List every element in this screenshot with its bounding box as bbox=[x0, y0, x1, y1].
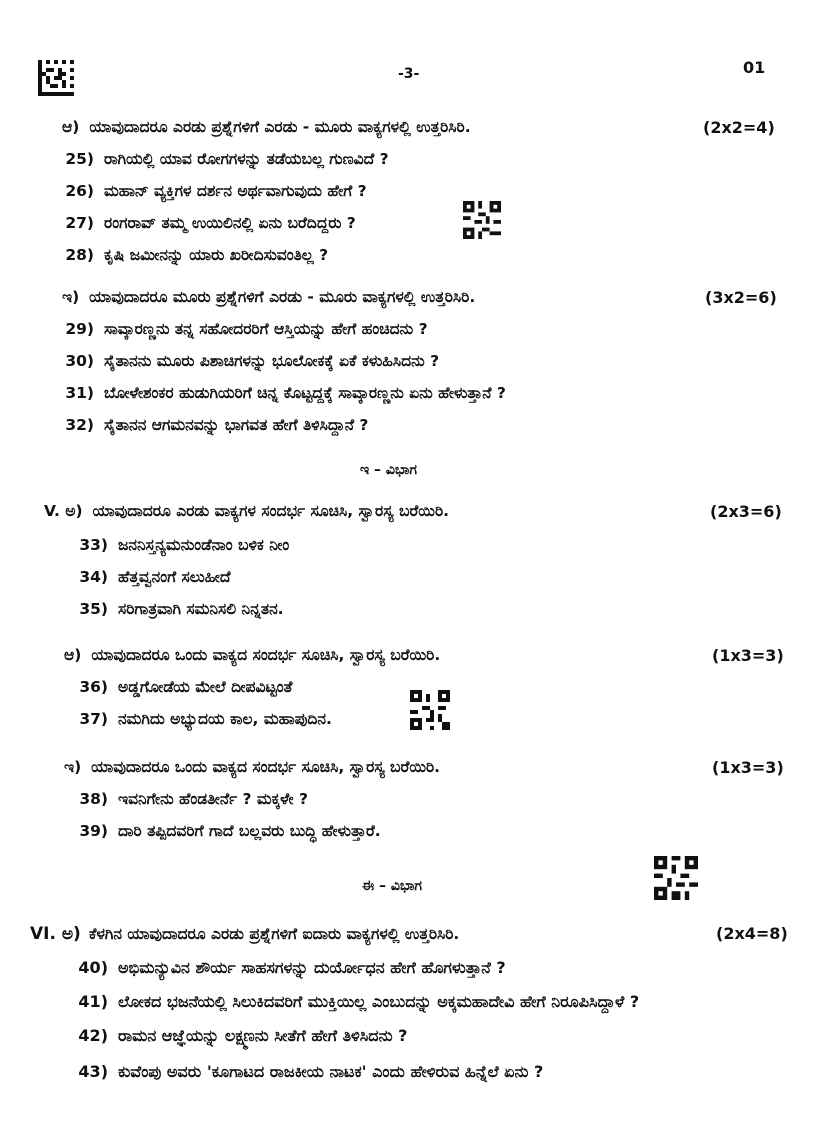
question-item bbox=[72, 822, 381, 841]
question-item bbox=[72, 992, 639, 1012]
question-number: 25) bbox=[65, 150, 94, 168]
qr-code-icon bbox=[410, 690, 450, 730]
question-item bbox=[58, 320, 428, 339]
question-item bbox=[72, 678, 292, 697]
question-item bbox=[58, 246, 328, 265]
page-number: -3- bbox=[398, 66, 420, 82]
question-text: ಇವನಿಗೇನು ಹೆಂಡತೀರ್ನೆ ? ಮಕ್ಕಳೇ ? bbox=[118, 790, 308, 808]
question-text: ಸೈತಾನನ ಆಗಮನವನ್ನು ಭಾಗವತ ಹೇಗೆ ತಿಳಿಸಿದ್ದಾನೆ ? bbox=[104, 416, 369, 434]
question-number: 41) bbox=[78, 992, 108, 1011]
question-item bbox=[58, 214, 356, 233]
instruction-text: ಯಾವುದಾದರೂ ಎರಡು ಪ್ರಶ್ನೆಗಳಿಗೆ ಎರಡು - ಮೂರು ವಾಕ್ಯಗಳಲ್ಲಿ ಉತ್ತರಿಸಿರಿ. bbox=[89, 118, 471, 136]
question-number: 28) bbox=[65, 246, 94, 264]
question-number: 30) bbox=[65, 352, 94, 370]
datamatrix-code bbox=[38, 60, 74, 96]
instruction-prefix: ಇ) bbox=[62, 288, 80, 306]
instruction-line bbox=[62, 288, 475, 307]
instruction-line bbox=[30, 924, 459, 944]
question-item bbox=[72, 710, 332, 729]
question-item bbox=[72, 536, 289, 555]
question-text: ಸರಿಗಾತ್ರವಾಗಿ ಸಮನಿಸಲಿ ನಿನ್ನತನ. bbox=[118, 600, 284, 618]
instruction-text: ಕೆಳಗಿನ ಯಾವುದಾದರೂ ಎರಡು ಪ್ರಶ್ನೆಗಳಿಗೆ ಐದಾರು ವಾಕ್ಯಗಳಲ್ಲಿ ಉತ್ತರಿಸಿರಿ. bbox=[88, 925, 460, 943]
question-number: 38) bbox=[79, 790, 108, 808]
section-title: ಈ – ವಿಭಾಗ bbox=[362, 878, 423, 894]
question-number: 40) bbox=[78, 958, 108, 977]
question-item bbox=[72, 1026, 407, 1046]
instruction-line bbox=[44, 502, 449, 521]
instruction-text: ಯಾವುದಾದರೂ ಒಂದು ವಾಕ್ಯದ ಸಂದರ್ಭ ಸೂಚಿಸಿ, ಸ್ವಾರಸ್ಯ ಬರೆಯಿರಿ. bbox=[91, 646, 441, 664]
section-title: ಇ – ವಿಭಾಗ bbox=[360, 462, 417, 478]
question-text: ರಾಮನ ಆಜ್ಞೆಯನ್ನು ಲಕ್ಷ್ಮಣನು ಸೀತೆಗೆ ಹೇಗೆ ತಿಳಿಸಿದನು ? bbox=[118, 1026, 408, 1045]
question-number: 32) bbox=[65, 416, 94, 434]
question-item bbox=[72, 600, 284, 619]
question-text: ಸೈತಾನನು ಮೂರು ಪಿಶಾಚಿಗಳನ್ನು ಭೂಲೋಕಕ್ಕೆ ಏಕೆ ಕಳುಹಿಸಿದನು ? bbox=[104, 352, 440, 370]
instruction-prefix: V. ಅ) bbox=[44, 502, 83, 520]
question-item bbox=[58, 150, 389, 169]
question-number: 26) bbox=[65, 182, 94, 200]
question-number: 27) bbox=[65, 214, 94, 232]
question-text: ಅಭಿಮನ್ಯುವಿನ ಶೌರ್ಯ ಸಾಹಸಗಳನ್ನು ದುರ್ಯೋಧನ ಹೇಗೆ ಹೊಗಳುತ್ತಾನೆ ? bbox=[118, 958, 506, 977]
question-text: ಹೆತ್ತವ್ವನಂಗೆ ಸಲುಹೀದೆ bbox=[118, 568, 231, 586]
marks-label: (2x2=4) bbox=[703, 118, 775, 137]
question-number: 34) bbox=[79, 568, 108, 586]
marks-label: (2x4=8) bbox=[716, 924, 788, 943]
question-item bbox=[58, 352, 439, 371]
question-number: 43) bbox=[78, 1062, 108, 1081]
question-text: ಮಹಾನ್ ವ್ಯಕ್ತಿಗಳ ದರ್ಶನ ಅರ್ಥವಾಗುವುದು ಹೇಗೆ ? bbox=[104, 182, 367, 200]
paper-code: 01 bbox=[743, 58, 766, 77]
qr-code-icon bbox=[463, 200, 501, 240]
instruction-prefix: VI. ಅ) bbox=[30, 924, 81, 944]
question-text: ದಾರಿ ತಪ್ಪಿದವರಿಗೆ ಗಾದೆ ಬಲ್ಲವರು ಬುದ್ಧಿ ಹೇಳುತ್ತಾರೆ. bbox=[118, 822, 381, 840]
instruction-line bbox=[64, 758, 440, 777]
question-text: ರಂಗರಾವ್ ತಮ್ಮ ಉಯಿಲಿನಲ್ಲಿ ಏನು ಬರೆದಿದ್ದರು ? bbox=[104, 214, 356, 232]
question-item bbox=[58, 182, 367, 201]
instruction-line bbox=[62, 118, 471, 137]
question-text: ಜನನಿಸ್ತನ್ಯಮನುಂಡೆನಾಂ ಬಳಿಕ ನೀಂ bbox=[118, 536, 290, 554]
question-item bbox=[58, 384, 506, 403]
question-text: ಕೃಷಿ ಜಮೀನನ್ನು ಯಾರು ಖರೀದಿಸುವಂತಿಲ್ಲ ? bbox=[104, 246, 329, 264]
instruction-line bbox=[64, 646, 440, 665]
question-item bbox=[58, 416, 368, 435]
question-text: ರಾಗಿಯಲ್ಲಿ ಯಾವ ರೋಗಗಳನ್ನು ತಡೆಯಬಲ್ಲ ಗುಣವಿದೆ ? bbox=[104, 150, 389, 168]
instruction-text: ಯಾವುದಾದರೂ ಒಂದು ವಾಕ್ಯದ ಸಂದರ್ಭ ಸೂಚಿಸಿ, ಸ್ವಾರಸ್ಯ ಬರೆಯಿರಿ. bbox=[91, 758, 441, 776]
instruction-text: ಯಾವುದಾದರೂ ಮೂರು ಪ್ರಶ್ನೆಗಳಿಗೆ ಎರಡು - ಮೂರು ವಾಕ್ಯಗಳಲ್ಲಿ ಉತ್ತರಿಸಿರಿ. bbox=[89, 288, 476, 306]
question-text: ಬೋಳೇಶಂಕರ ಹುಡುಗಿಯರಿಗೆ ಚಿನ್ನ ಕೊಟ್ಟದ್ದಕ್ಕೆ ಸಾವ್ಕಾರಣ್ಣನು ಏನು ಹೇಳುತ್ತಾನೆ ? bbox=[104, 384, 506, 402]
marks-label: (3x2=6) bbox=[705, 288, 777, 307]
question-number: 33) bbox=[79, 536, 108, 554]
question-number: 36) bbox=[79, 678, 108, 696]
question-text: ಸಾವ್ಕಾರಣ್ಣನು ತನ್ನ ಸಹೋದರರಿಗೆ ಆಸ್ತಿಯನ್ನು ಹೇಗೆ ಹಂಚಿದನು ? bbox=[104, 320, 428, 338]
question-text: ಕುವೆಂಪು ಅವರು 'ಕೂಗಾಟದ ರಾಜಕೀಯ ನಾಟಕ' ಎಂದು ಹೇಳಿರುವ ಹಿನ್ನೆಲೆ ಏನು ? bbox=[118, 1062, 544, 1081]
question-item bbox=[72, 790, 308, 809]
question-number: 39) bbox=[79, 822, 108, 840]
question-number: 37) bbox=[79, 710, 108, 728]
instruction-prefix: ಆ) bbox=[64, 646, 82, 664]
qr-code-icon bbox=[654, 855, 698, 901]
question-text: ನಮಗಿದು ಅಭ್ಯುದಯ ಕಾಲ, ಮಹಾಪುದಿನ. bbox=[118, 710, 332, 728]
marks-label: (2x3=6) bbox=[710, 502, 782, 521]
question-item bbox=[72, 958, 506, 978]
question-number: 35) bbox=[79, 600, 108, 618]
marks-label: (1x3=3) bbox=[712, 646, 784, 665]
question-number: 29) bbox=[65, 320, 94, 338]
question-text: ಲೋಕದ ಭಜನೆಯಲ್ಲಿ ಸಿಲುಕಿದವರಿಗೆ ಮುಕ್ತಿಯಿಲ್ಲ ಎಂಬುದನ್ನು ಅಕ್ಕಮಹಾದೇವಿ ಹೇಗೆ ನಿರೂಪಿಸಿದ್ದಾಳೆ ? bbox=[118, 992, 640, 1011]
question-number: 42) bbox=[78, 1026, 108, 1045]
instruction-prefix: ಇ) bbox=[64, 758, 82, 776]
marks-label: (1x3=3) bbox=[712, 758, 784, 777]
instruction-text: ಯಾವುದಾದರೂ ಎರಡು ವಾಕ್ಯಗಳ ಸಂದರ್ಭ ಸೂಚಿಸಿ, ಸ್ವಾರಸ್ಯ ಬರೆಯಿರಿ. bbox=[92, 502, 450, 520]
question-text: ಅಡ್ಡಗೋಡೆಯ ಮೇಲೆ ದೀಪವಿಟ್ಟಂತೆ bbox=[118, 678, 293, 696]
instruction-prefix: ಆ) bbox=[62, 118, 80, 136]
question-item bbox=[72, 1062, 543, 1082]
question-number: 31) bbox=[65, 384, 94, 402]
question-item bbox=[72, 568, 230, 587]
